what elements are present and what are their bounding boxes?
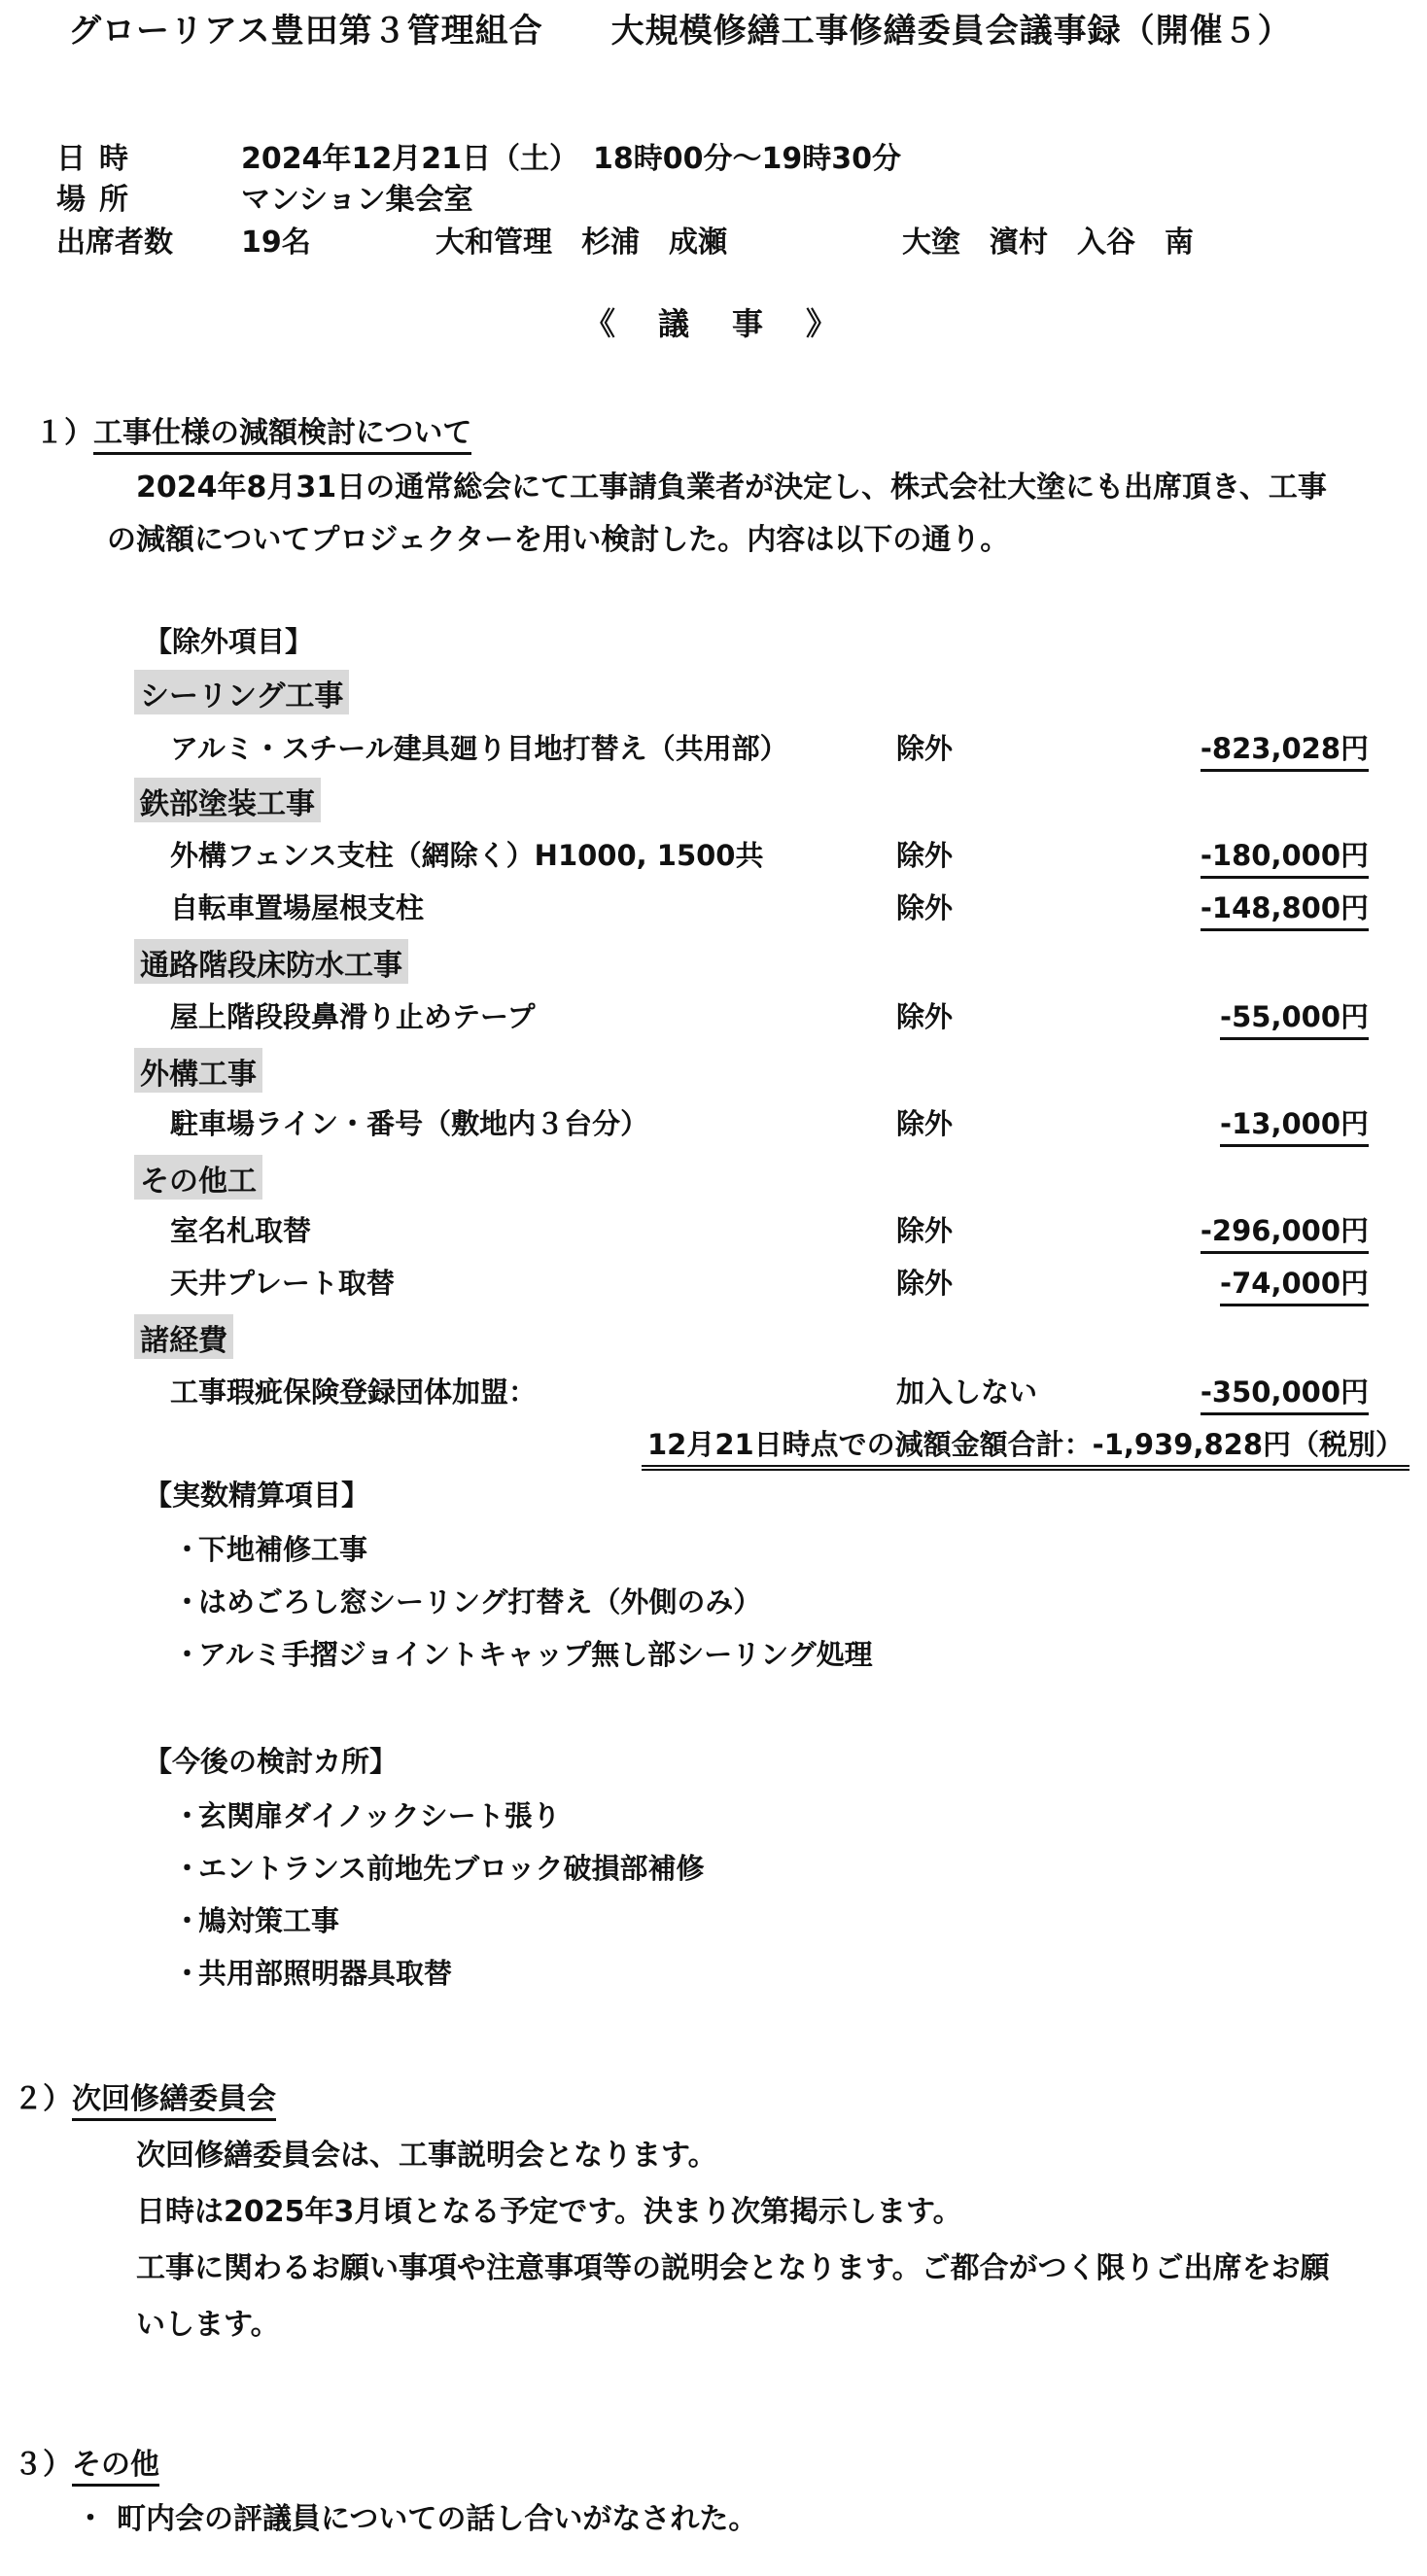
item-amount: -296,000円 (1201, 1209, 1369, 1254)
meta-place-label: 場所 (56, 183, 142, 217)
item-amount: -148,800円 (1201, 887, 1369, 931)
bullet-dot: ・ (173, 1799, 202, 1832)
meta-attendees-company2: 大塗 濱村 入谷 南 (902, 226, 1194, 260)
meta-date-value: 2024年12月21日（土） 18時00分～19時30分 (241, 142, 901, 176)
item-status: 除外 (896, 839, 954, 872)
item-status: 除外 (896, 1107, 954, 1140)
section2-line3: 工事に関わるお願い事項や注意事項等の説明会となります。ご都合がつく限りご出席をお願 (136, 2251, 1330, 2285)
section1-title: 工事仕様の減額検討について (93, 416, 471, 455)
section3-title: その他 (72, 2448, 159, 2487)
meta-date-label: 日時 (56, 142, 142, 176)
bullet-dot: ・ (173, 1585, 202, 1619)
item-name: アルミ・スチール建具廻り目地打替え（共用部） (170, 732, 788, 765)
bullet-dot: ・ (173, 1957, 202, 1990)
category-heading: 外構工事 (134, 1048, 262, 1093)
category-heading: 諸経費 (134, 1314, 233, 1359)
bullet-dot: ・ (173, 1904, 202, 1937)
item-amount: -180,000円 (1201, 834, 1369, 879)
reduction-total: 12月21日時点での減額金額合計：-1,939,828円（税別） (642, 1423, 1410, 1471)
list-item (173, 1847, 705, 1887)
section3-heading (14, 2440, 159, 2483)
section3-item-text: 町内会の評議員についての話し合いがなされた。 (117, 2502, 758, 2536)
list-item (173, 1633, 873, 1673)
section3-number: ３） (14, 2448, 72, 2482)
item-amount: -55,000円 (1220, 995, 1369, 1040)
item-amount: -74,000円 (1220, 1262, 1369, 1306)
future-items-label: 【今後の検討カ所】 (144, 1745, 399, 1778)
section2-line4: いします。 (136, 2308, 280, 2342)
section1-paragraph-line1: 2024年8月31日の通常総会にて工事請負業者が決定し、株式会社大塗にも出席頂き、工事 (136, 470, 1327, 505)
list-item (173, 1794, 561, 1834)
category-heading: 鉄部塗装工事 (134, 778, 321, 822)
category-heading: シーリング工事 (134, 670, 349, 714)
item-name: 自転車置場屋根支柱 (170, 891, 425, 924)
bullet-dot: ・ (173, 1638, 202, 1671)
excluded-items-label: 【除外項目】 (144, 625, 314, 658)
category-heading: 通路階段床防水工事 (134, 939, 408, 984)
item-status: 除外 (896, 1000, 954, 1033)
item-name: 外構フェンス支柱（網除く）H1000, 1500共 (170, 839, 764, 872)
section2-title: 次回修繕委員会 (72, 2082, 276, 2121)
item-amount: -823,028円 (1201, 727, 1369, 772)
meta-date-row (0, 134, 1427, 176)
bullet-dot: ・ (173, 1852, 202, 1885)
meta-place-row (0, 175, 1427, 217)
item-amount: -13,000円 (1220, 1102, 1369, 1147)
list-item (173, 1952, 452, 1992)
actual-items-label: 【実数精算項目】 (144, 1479, 370, 1512)
list-item-text: 玄関扉ダイノックシート張り (198, 1799, 561, 1832)
section1-heading (35, 408, 471, 451)
item-status: 除外 (896, 1267, 954, 1300)
list-item-text: 下地補修工事 (198, 1533, 368, 1566)
list-item-text: 共用部照明器具取替 (198, 1957, 453, 1990)
meta-attendees-row (0, 218, 1427, 260)
section2-number: ２） (14, 2082, 72, 2116)
list-item-text: 鳩対策工事 (198, 1904, 340, 1937)
section2-line1: 次回修繕委員会は、工事説明会となります。 (136, 2139, 717, 2173)
section1-number: １） (35, 416, 93, 450)
section1-paragraph-line2: の減額についてプロジェクターを用い検討した。内容は以下の通り。 (107, 523, 1010, 557)
section2-line2: 日時は2025年3月頃となる予定です。決まり次第掲示します。 (136, 2195, 962, 2229)
bullet-dot: ・ (76, 2502, 105, 2536)
category-heading: その他工 (134, 1155, 262, 1200)
item-name: 駐車場ライン・番号（敷地内３台分） (170, 1107, 649, 1140)
item-status: 除外 (896, 891, 954, 924)
section2-heading (14, 2074, 276, 2117)
item-name: 天井プレート取替 (170, 1267, 395, 1300)
list-item-text: アルミ手摺ジョイントキャップ無し部シーリング処理 (198, 1638, 873, 1671)
meta-place-value: マンション集会室 (241, 183, 473, 217)
agenda-title: 《 議 事 》 (583, 305, 843, 342)
item-name: 室名札取替 (170, 1214, 312, 1247)
item-status: 加入しない (896, 1375, 1038, 1409)
item-amount: -350,000円 (1201, 1371, 1369, 1415)
meta-attendees-company1: 大和管理 杉浦 成瀬 (435, 226, 727, 260)
item-status: 除外 (896, 1214, 954, 1247)
item-status: 除外 (896, 732, 954, 765)
list-item-text: エントランス前地先ブロック破損部補修 (198, 1852, 705, 1885)
list-item (173, 1581, 761, 1620)
item-name: 屋上階段段鼻滑り止めテープ (170, 1000, 536, 1033)
section3-item (76, 2494, 757, 2537)
list-item-text: はめごろし窓シーリング打替え（外側のみ） (198, 1585, 762, 1619)
list-item (173, 1899, 339, 1939)
meta-attendees-label: 出席者数 (56, 226, 173, 260)
meta-attendees-count: 19名 (241, 226, 311, 260)
bullet-dot: ・ (173, 1533, 202, 1566)
list-item (173, 1528, 367, 1568)
document-title: グローリアス豊田第３管理組合 大規模修繕工事修繕委員会議事録（開催５） (68, 12, 1292, 51)
item-name: 工事瑕疵保険登録団体加盟： (170, 1375, 538, 1409)
